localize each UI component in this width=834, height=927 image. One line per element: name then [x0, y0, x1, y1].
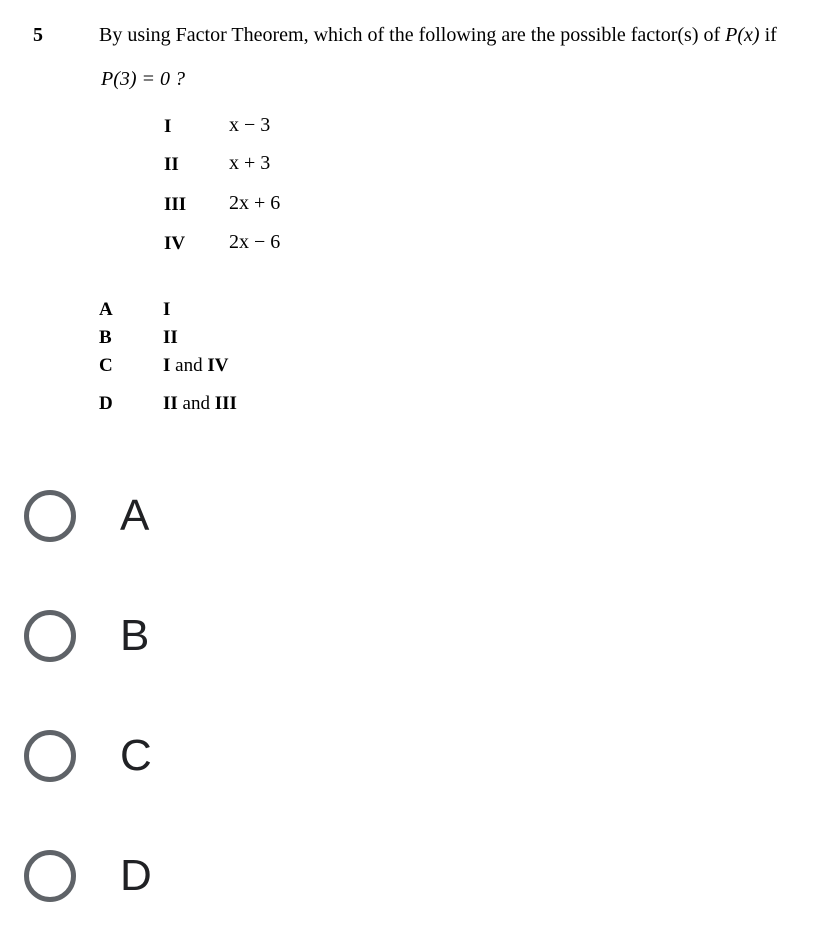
question-text-before: By using Factor Theorem, which of the following are the possible factor(s) of: [99, 24, 726, 46]
radio-button[interactable]: [24, 730, 76, 782]
option-text: [163, 355, 228, 377]
option-text-conj: and: [170, 355, 208, 376]
option-text-second: IV: [207, 355, 229, 376]
option-letter: D: [99, 393, 113, 414]
choice-label: B: [120, 611, 150, 660]
choice-label: A: [120, 491, 150, 540]
option-text-second: III: [214, 393, 237, 414]
option-text-first: II: [163, 393, 178, 414]
question-text-after: if: [759, 24, 777, 46]
question-number: 5: [33, 24, 43, 46]
statement-expression: x + 3: [229, 152, 271, 174]
option-text: [163, 327, 178, 349]
choice-c[interactable]: [24, 730, 324, 794]
option-text-first: I: [163, 355, 171, 376]
statement-label: III: [164, 194, 187, 215]
radio-button[interactable]: [24, 850, 76, 902]
question-text: [99, 24, 777, 47]
radio-button[interactable]: [24, 610, 76, 662]
choice-label: D: [120, 851, 152, 900]
option-text: [163, 299, 170, 321]
option-letter: B: [99, 327, 112, 348]
choice-a[interactable]: [24, 490, 324, 554]
choice-b[interactable]: [24, 610, 324, 674]
option-text-value: II: [163, 327, 178, 348]
choice-d[interactable]: [24, 850, 324, 914]
function-name: P(x): [725, 24, 760, 46]
statement-expression: 2x − 6: [229, 231, 281, 253]
condition-expression: P(3) = 0 ?: [101, 68, 186, 90]
option-letter: A: [99, 299, 113, 320]
statement-label: I: [164, 116, 172, 137]
statement-label: IV: [164, 233, 186, 254]
statement-expression: 2x + 6: [229, 192, 281, 214]
option-letter: C: [99, 355, 113, 376]
option-text: [163, 393, 237, 415]
radio-button[interactable]: [24, 490, 76, 542]
statement-label: II: [164, 154, 179, 175]
choice-label: C: [120, 731, 152, 780]
option-text-conj: and: [177, 393, 215, 414]
question-condition: [101, 68, 185, 91]
option-text-value: I: [163, 299, 171, 320]
statement-expression: x − 3: [229, 114, 271, 136]
